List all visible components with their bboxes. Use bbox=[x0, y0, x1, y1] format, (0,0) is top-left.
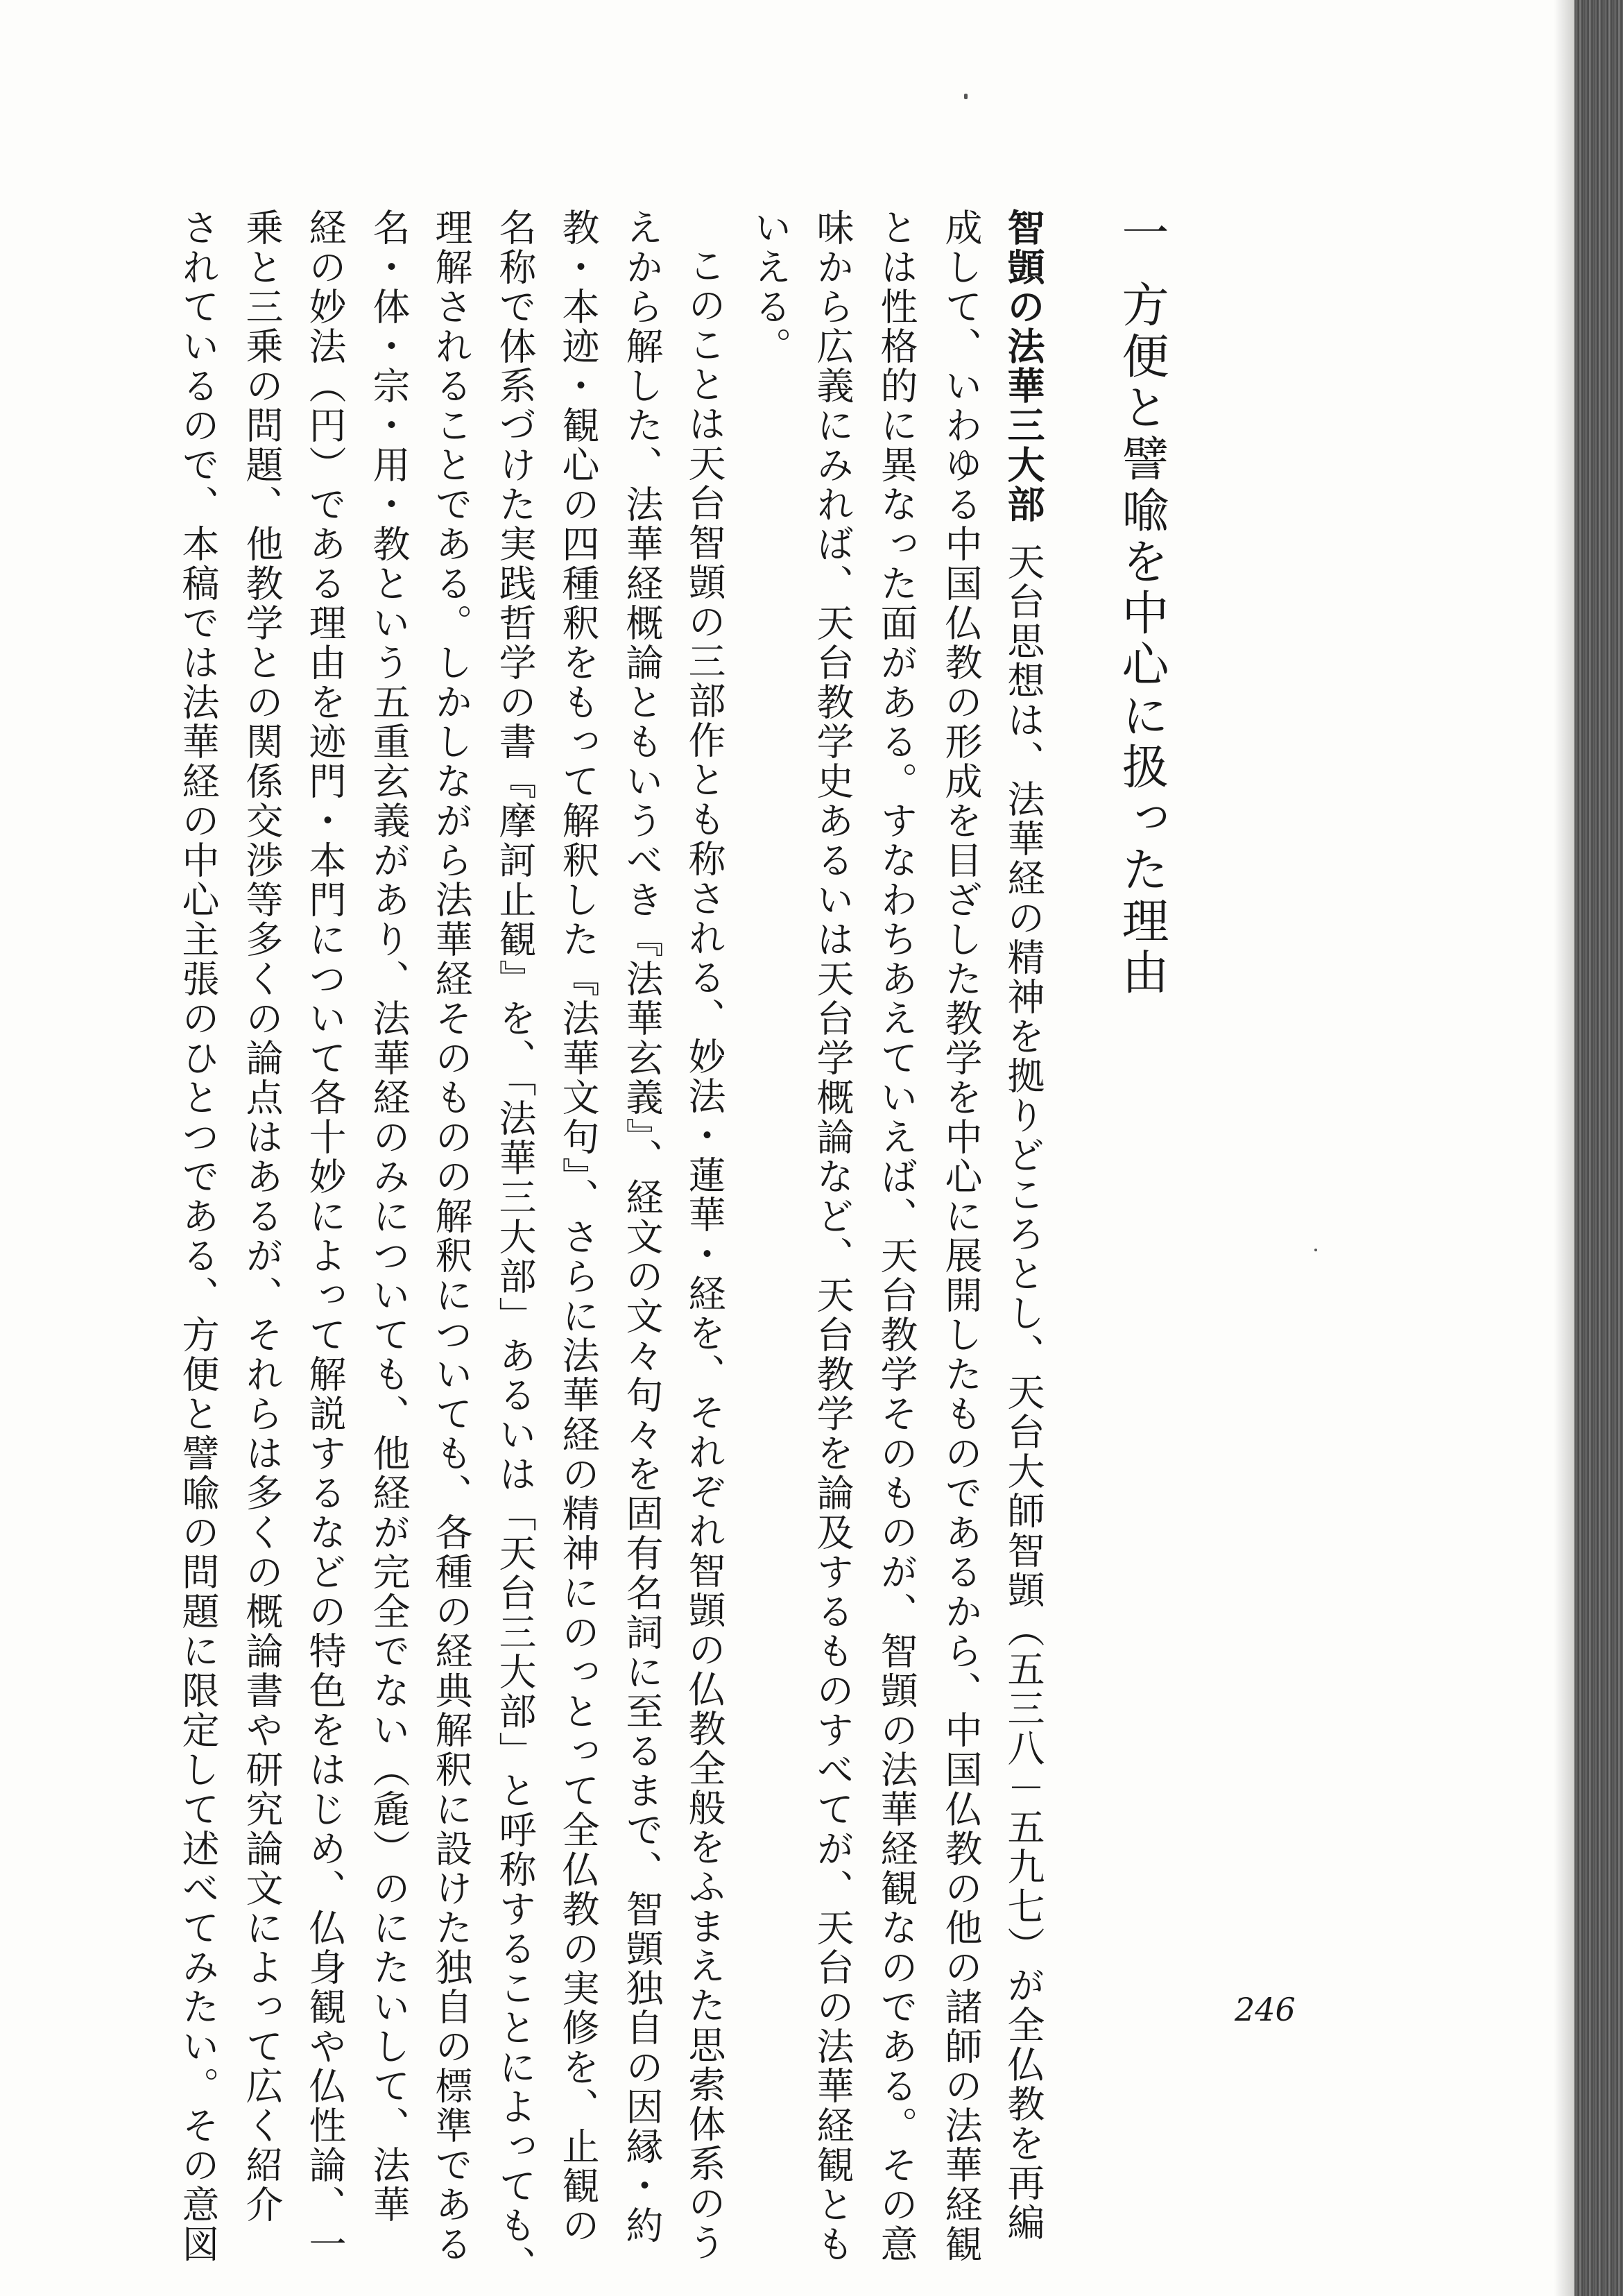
text-column-6 bbox=[683, 246, 725, 2263]
scan-speck bbox=[964, 94, 968, 99]
column-text: 経の妙法（円）である理由を迹門・本門について各十妙によって解説するなどの特色をはじめ、仏身観や仏性論、一 bbox=[303, 208, 347, 2264]
column-text: 乗と三乗の問題、他教学との関係交渉等多くの論点はあるが、それらは多くの概論書や研究論文によって広く紹介 bbox=[240, 208, 284, 2225]
text-column-7 bbox=[621, 208, 662, 2245]
text-column-2 bbox=[940, 208, 981, 2264]
column-text: 成して、いわゆる中国仏教の形成を目ざした教学を中心に展開したものであるから、中国仏教の他の諸師の法華経観 bbox=[939, 208, 983, 2264]
column-text: 天台思想は、法華経の精神を拠りどころとし、天台大師智顗（五三八－五九七）が全仏教を再編 bbox=[1002, 542, 1045, 2243]
text-column-5 bbox=[749, 208, 791, 366]
heading-number: 一 bbox=[1114, 208, 1169, 259]
binding-shadow bbox=[1574, 0, 1623, 2296]
text-column-14 bbox=[177, 208, 218, 2264]
column-text: 味から広義にみれば、天台教学史あるいは天台学概論など、天台教学を論及するものすべてが、天台の法華経観とも bbox=[811, 208, 855, 2264]
text-column-10 bbox=[430, 208, 472, 2264]
text-column-4 bbox=[812, 208, 853, 2264]
column-text: されているので、本稿では法華経の中心主張のひとつである、方便と譬喩の問題に限定して述べてみたい。その意図 bbox=[176, 208, 220, 2264]
text-column-3 bbox=[875, 208, 917, 2264]
text-column-12 bbox=[304, 208, 345, 2264]
column-text: 名称で体系づけた実践哲学の書『摩訶止観』を、「法華三大部」あるいは「天台三大部」と呼称することによっても、 bbox=[493, 208, 537, 2285]
column-text: このことは天台智顗の三部作とも称される、妙法・蓮華・経を、それぞれ智顗の仏教全般をふまえた思索体系のう bbox=[682, 246, 726, 2263]
section-heading bbox=[1113, 208, 1169, 999]
column-text: とは性格的に異なった面がある。すなわちあえていえば、天台教学そのものが、智顗の法華経観なのである。その意 bbox=[875, 208, 918, 2264]
column-text: 名・体・宗・用・教という五重玄義があり、法華経のみについても、他経が完全でない（麁）のにたいして、法華 bbox=[367, 208, 411, 2225]
text-column-8 bbox=[557, 208, 599, 2245]
column-text: いえる。 bbox=[748, 208, 792, 366]
page-number: 246 bbox=[1235, 1991, 1296, 2028]
column-text: えから解した、法華経概論ともいうべき『法華玄義』、経文の文々句々を固有名詞に至るまで、智顗独自の因縁・約 bbox=[620, 208, 664, 2245]
section-lead: 智顗の法華三大部 bbox=[1002, 208, 1045, 524]
text-column-13 bbox=[241, 208, 282, 2225]
text-column-1 bbox=[1002, 208, 1044, 2243]
scan-speck bbox=[1314, 1249, 1317, 1251]
text-column-11 bbox=[368, 208, 409, 2225]
text-column-9 bbox=[494, 208, 535, 2285]
column-text: 理解されることである。しかしながら法華経そのものの解釈についても、各種の経典解釈に設けた独自の標準である bbox=[429, 208, 473, 2264]
column-text: 教・本迹・観心の四種釈をもって解釈した『法華文句』、さらに法華経の精神にのっとって全仏教の実修を、止観の bbox=[556, 208, 600, 2245]
binding-shadow-gradient bbox=[1554, 0, 1574, 2296]
heading-title: 方便と譬喩を中心に扱った理由 bbox=[1114, 280, 1169, 999]
